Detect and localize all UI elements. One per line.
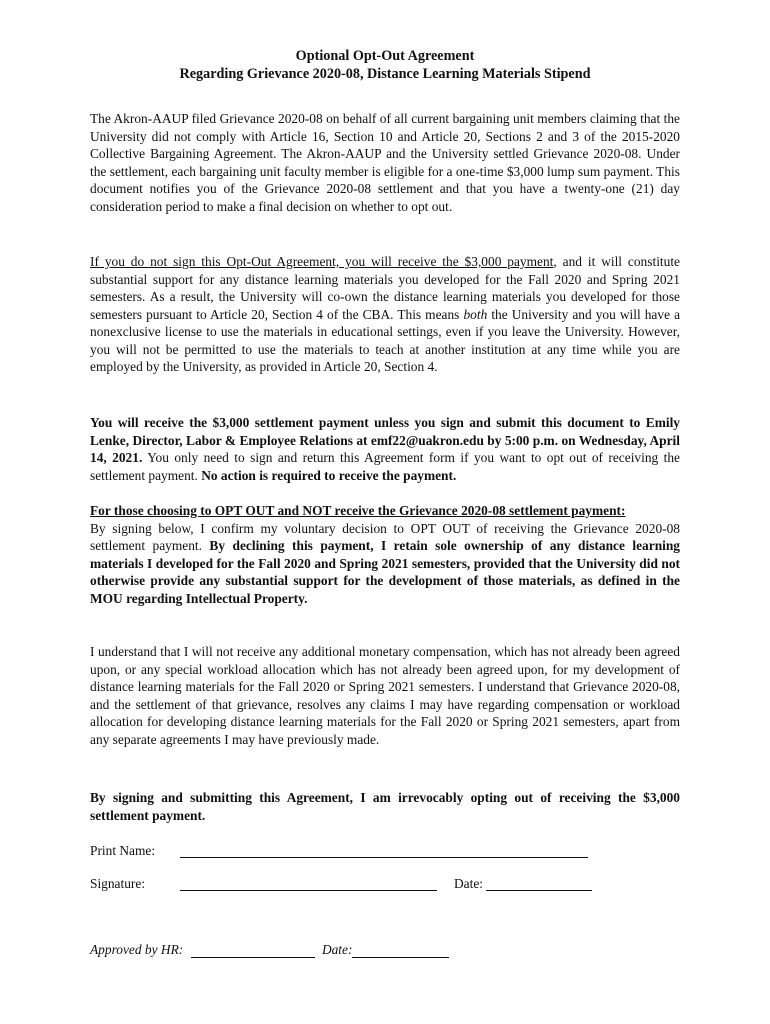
approved-by-hr-label: Approved by HR: <box>90 942 184 957</box>
deadline-paragraph <box>90 414 680 484</box>
no-action-bold: No action is required to receive the payment. <box>201 467 457 483</box>
signature-field[interactable] <box>180 876 437 891</box>
print-name-label: Print Name: <box>90 843 156 858</box>
deadline-bold: You will receive the $3,000 settlement payment unless you sign and submit this document to Emily Lenke, Director, Labor & Employee Relations at emf22@uakron.edu by 5:00 p.m. on Wednesday, April 14, 2021. <box>90 415 680 465</box>
document-title: Optional Opt-Out Agreement <box>295 48 475 64</box>
date-field[interactable] <box>486 876 592 891</box>
understanding-paragraph: I understand that I will not receive any additional monetary compensation, which has not already been agreed upon, or any special workload allocation which has not already been agreed upon, for my development of distance learning materials for the Fall 2020 or Spring 2021 semesters. I understand that Grievance 2020-08, and the settlement of that grievance, resolves any claims I may have regarding compensation or workload allocation for developing distance learning materials for the Fall 2020 or Spring 2021 semesters, apart from any separate agreements I may have previously made. <box>90 644 680 747</box>
default-payment-paragraph <box>90 253 680 376</box>
irrevocable-paragraph: By signing and submitting this Agreement, I am irrevocably opting out of receiving the $3,000 settlement payment. <box>90 790 680 823</box>
intro-paragraph: The Akron-AAUP filed Grievance 2020-08 on behalf of all current bargaining unit members claiming that the University did not comply with Article 16, Section 10 and Article 20, Sections 2 and 3 of the 2015-2020 Collective Bargaining Agreement. The Akron-AAUP and the University settled Grievance 2020-08. Under the settlement, each bargaining unit faculty member is eligible for a one-time $3,000 lump sum payment. This document notifies you of the Grievance 2020-08 settlement and that you have a twenty-one (21) day consideration period to make a final decision on whether to opt out. <box>90 111 680 214</box>
approved-by-hr-field[interactable] <box>191 943 315 958</box>
print-name-field[interactable] <box>180 843 588 858</box>
approved-date-field[interactable] <box>352 943 449 958</box>
deadline-text: You only need to sign and return this Agreement form if you want to opt out of receiving the settlement payment. <box>90 450 681 483</box>
signature-label: Signature: <box>90 876 146 891</box>
default-payment-text-b: the University and you will have a nonexclusive license to use the materials in educational settings, even if you leave the University. However, you will not be permitted to use the materials to teach at another institution at any time while you are employed by the University, as provided in Article 20, Section 4. <box>90 306 681 374</box>
date-label: Date: <box>454 876 483 891</box>
default-payment-underlined: If you do not sign this Opt-Out Agreement, you will receive the $3,000 payment <box>90 254 554 269</box>
hr-approval <box>90 942 449 958</box>
default-payment-italic: both <box>463 306 488 322</box>
opt-out-bold: By declining this payment, I retain sole ownership of any distance learning materials I developed for the Fall 2020 and Spring 2021 semesters, provided that the University did not otherwise provide any substantial support for the development of those materials, as defined in the MOU regarding Intellectual Property. <box>90 538 681 606</box>
opt-out-paragraph <box>90 502 680 607</box>
opt-out-heading: For those choosing to OPT OUT and NOT receive the Grievance 2020-08 settlement payment: <box>90 503 626 518</box>
default-payment-text-a: , and it will constitute substantial support for any distance learning materials you developed for the Fall 2020 and Spring 2021 semesters. As a result, the University will co-own the distance learning materials you developed for those semesters pursuant to Article 20, Section 4 of the CBA. This means <box>90 254 680 322</box>
opt-out-text: By signing below, I confirm my voluntary decision to OPT OUT of receiving the Grievance 2020-08 settlement payment. <box>90 520 680 553</box>
approved-date-label: Date: <box>321 942 353 957</box>
document-subtitle: Regarding Grievance 2020-08, Distance Learning Materials Stipend <box>179 66 591 82</box>
